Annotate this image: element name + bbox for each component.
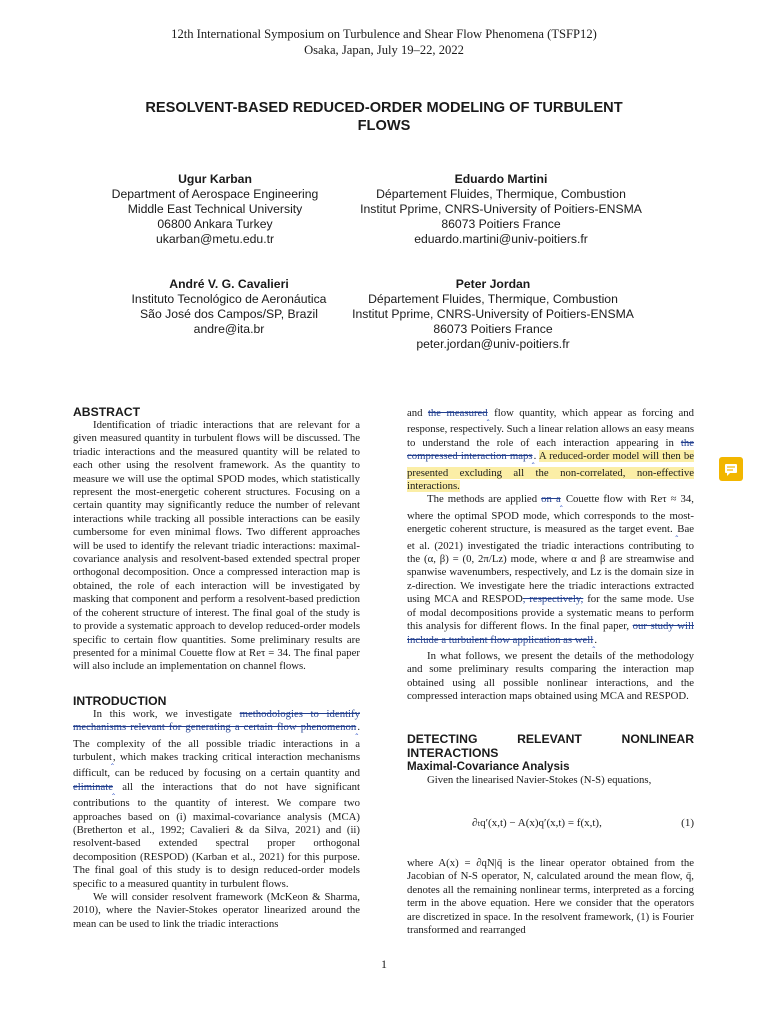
equation-block xyxy=(407,787,694,857)
tracked-deletion[interactable]: eliminate xyxy=(73,780,113,793)
left-column xyxy=(73,405,360,931)
right-paragraph-3: In what follows, we present the details of the methodology and some preliminary results comparing the interaction map obtained using all possible nonlinear interactions, and the compressed interaction maps obtained using MCA and RESPOD. xyxy=(407,649,694,703)
author-email: ukarban@metu.edu.tr xyxy=(155,232,275,246)
author-affiliation: Institut Pprime, CNRS-University of Poitiers-ENSMA xyxy=(352,307,634,321)
author-block-martini xyxy=(342,172,660,247)
author-affiliation: Département Fluides, Thermique, Combustion xyxy=(368,292,618,306)
title-line-2: FLOWS xyxy=(357,118,411,134)
insertion-caret-icon[interactable]: ‸ xyxy=(592,637,596,648)
author-name: Peter Jordan xyxy=(455,277,531,291)
intro-paragraph-1: In this work, we investigate methodologies to identify mechanisms relevant for generating a certain flow phenomenon$_‸$. The complexity of the all possible triadic interactions in a turbulent$_‸$, which makes tracking critical interaction mechanisms difficult, can be reduced by focusing on a certain quantity and eliminate$_‸$ all the interactions that do not have significant contributions to the quantity of interest. We compare two approaches based on (i) maximal-covariance analysis (MCA) (Bretherton et al., 1992; Cavalieri & da Silva, 2021) and (ii) resolvent-based extended spectral proper orthogonal decomposition (RESPOD) (Karban et al., 2021) for this purpose. The final goal of this study is to design reduced-order models specific to a measured quantity in turbulent flows. xyxy=(73,707,360,890)
author-affiliation: Middle East Technical University xyxy=(127,202,303,216)
equation-number: (1) xyxy=(681,816,694,829)
tracked-deletion[interactable]: , respectively, xyxy=(522,593,584,606)
author-address: 86073 Poitiers France xyxy=(441,217,561,231)
right-paragraph-2: The methods are applied on $a_‸$ Couette flow with Reτ ≈ 34, where the optimal SPOD mode, which corresponds to the most-energetic coherent structure, is measured as the target event. $_‸$Bae et al. (2021) investigated the triadic interactions contributing to the (α, β) = (0, 2π/Lz) mode, where α and β are streamwise and spanwise wavenumbers, respectively, and Lz is the domain size in z-direction. We investigate here the triadic interactions extracted using MCA and RESPOD, respectively, for the same mode. Use of modal decompositions provide a systematic means to perform this analysis for different flows. In the final paper, our study will include a turbulent flow application as well$_‸$. xyxy=(407,493,694,648)
author-affiliation: Département Fluides, Thermique, Combustion xyxy=(376,187,626,201)
tracked-deletion[interactable]: the measured xyxy=(427,407,488,419)
author-name: André V. G. Cavalieri xyxy=(169,277,289,291)
insertion-caret-icon[interactable]: ‸ xyxy=(675,527,679,538)
right-column xyxy=(407,407,694,937)
author-block-karban xyxy=(90,172,340,247)
author-name: Eduardo Martini xyxy=(454,172,548,186)
comment-glyph-icon xyxy=(719,457,743,481)
paper-title xyxy=(100,99,668,135)
title-line-1: RESOLVENT-BASED REDUCED-ORDER MODELING OF TURBULENT xyxy=(145,100,623,116)
abstract-heading: ABSTRACT xyxy=(73,405,141,419)
page-number: 1 xyxy=(381,957,387,971)
conference-header xyxy=(0,26,768,58)
abstract-text: Identification of triadic interactions that are relevant for a given measured quantity in turbulent flows will be discussed. The triadic interactions and the measured quantity will be related to each other using the resolvent framework. As the quantity to measure we will use the optimal SPOD modes, which statistically represent the most-energetic coherent structures. Focusing on a certain quantity may significantly reduce the number of relevant interactions while tracking all possible interactions can be easily cumbersome for even minimal flows. Two different approaches will be used to identify the relevant triadic interactions: maximal-covariance analysis and resolvent-based extended spectral proper orthogonal decomposition. Once a compressed interaction map is obtained, the role of each interaction will be investigated by masking that component and perform a resolvent-based prediction of the coherent structure of interest. The final goal of the study is to provide a systematic approach to develop reduced-order models specific to certain flow quantities. Some preliminary results are presented for a minimal Couette flow at Reτ = 34. The final paper will also include an implementation on channel flows. xyxy=(73,419,360,673)
author-block-cavalieri xyxy=(100,277,358,337)
intro-paragraph-2: We will consider resolvent framework (McKeon & Sharma, 2010), where the Navier-Stokes operator linearized around the mean can be used to link the triadic interactions xyxy=(73,891,360,930)
author-block-jordan xyxy=(334,277,652,352)
insertion-caret-icon[interactable]: ‸ xyxy=(486,411,490,421)
insertion-caret-icon[interactable]: ‸ xyxy=(559,497,563,508)
insertion-caret-icon[interactable]: ‸ xyxy=(355,725,359,736)
tracked-deletion[interactable]: on a xyxy=(541,493,561,506)
section-heading: DETECTING RELEVANT NONLINEAR INTERACTIONS xyxy=(407,731,694,760)
author-email: andre@ita.br xyxy=(193,322,265,336)
author-address: 86073 Poitiers France xyxy=(433,322,553,336)
tracked-deletion[interactable]: our study will include a turbulent flow application as well xyxy=(407,620,694,646)
comment-icon[interactable] xyxy=(719,457,743,481)
introduction-heading: INTRODUCTION xyxy=(73,693,167,708)
insertion-caret-icon[interactable]: ‸ xyxy=(112,784,116,795)
conference-name: 12th International Symposium on Turbulence and Shear Flow Phenomena (TSFP12) xyxy=(171,27,597,41)
conference-location: Osaka, Japan, July 19–22, 2022 xyxy=(304,43,464,57)
author-address: 06800 Ankara Turkey xyxy=(157,217,273,231)
author-affiliation: Department of Aerospace Engineering xyxy=(111,187,319,201)
right-paragraph-5: where A(x) = ∂qN|q̄ is the linear operator obtained from the Jacobian of N-S operator, N, calculated around the mean flow, q̄, denotes all the remaining nonlinear terms, interpreted as a forcing term in the above equation. Here we consider that the operators are discretized in space. In the resolvent framework, (1) is Fourier transformed and rearranged xyxy=(407,856,694,936)
insertion-caret-icon[interactable]: ‸ xyxy=(110,754,114,765)
insertion-caret-icon[interactable]: ‸ xyxy=(531,454,535,465)
author-name: Ugur Karban xyxy=(178,172,252,186)
highlighted-text[interactable]: A reduced-order model will then be presented excluding all the non-correlated, non-effective interactions. xyxy=(407,450,694,493)
author-address: São José dos Campos/SP, Brazil xyxy=(140,307,318,321)
author-affiliation: Institut Pprime, CNRS-University of Poitiers-ENSMA xyxy=(360,202,642,216)
right-paragraph-1: and the measured$_‸$ flow quantity, which appear as forcing and response, respectively. Such a linear relation allows an easy means to understand the role of each interaction appearing in the compressed interaction maps$_‸$. A reduced-order model will then be presented excluding all the non-correlated, non-effective interactions. xyxy=(407,407,694,493)
author-email: peter.jordan@univ-poitiers.fr xyxy=(416,337,570,351)
author-email: eduardo.martini@univ-poitiers.fr xyxy=(414,232,588,246)
tracked-deletion[interactable]: methodologies to identify mechanisms relevant for generating a certain flow phenomenon xyxy=(73,707,360,734)
equation: ∂ₜq′(x,t) − A(x)q′(x,t) = f(x,t), xyxy=(472,816,602,829)
subsection-heading: Maximal-Covariance Analysis xyxy=(407,759,570,773)
author-affiliation: Instituto Tecnológico de Aeronáutica xyxy=(131,292,327,306)
right-paragraph-4: Given the linearised Navier-Stokes (N-S) equations, xyxy=(427,773,652,786)
tracked-deletion[interactable]: the compressed interaction maps xyxy=(407,436,694,463)
